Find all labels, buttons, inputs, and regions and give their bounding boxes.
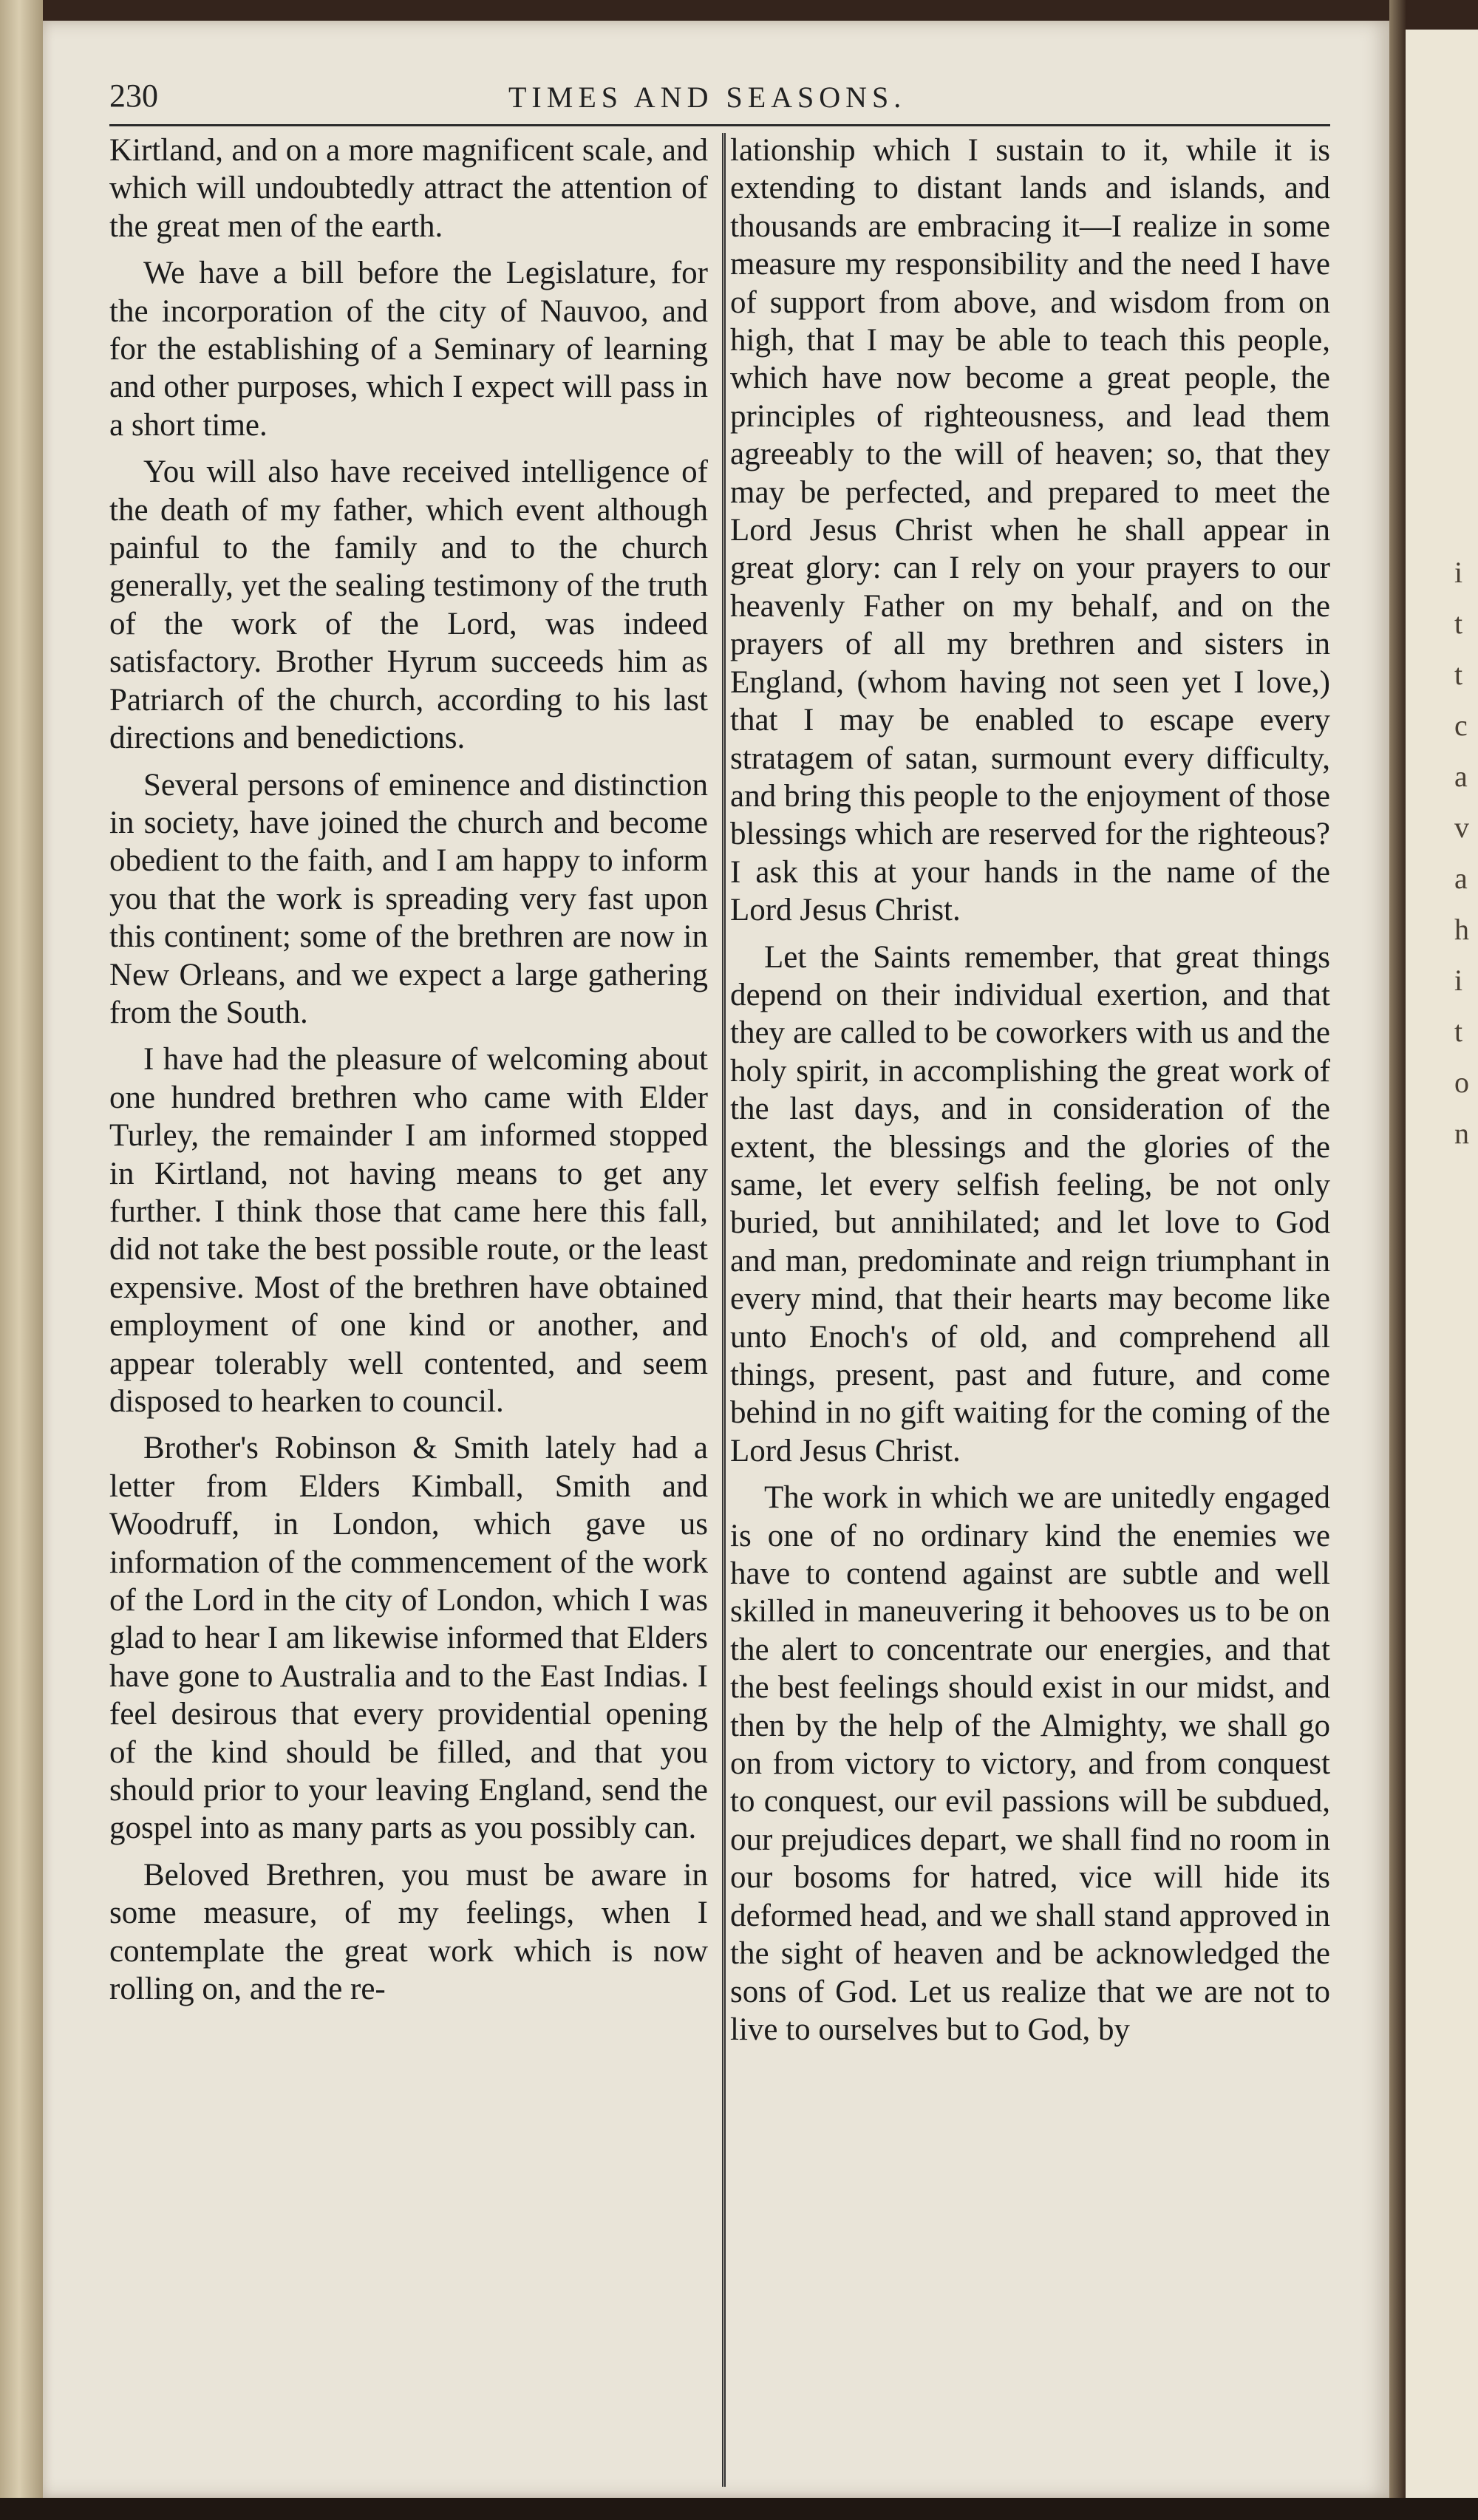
article-paragraph: lationship which I sustain to it, while it is extending to distant lands and islands, and thousands are embracing it—I realize in some measure my responsibility and the need I have of support from above, and wisdom from on high, that I may be able to teach this people, which have now become a great people, the principles of righteousness, and lead them agreeably to the will of heaven; so, that they may be perfected, and prepared to meet the Lord Jesus Christ when he shall appear in great glory: can I rely on your prayers to our heavenly Father on my behalf, and on the prayers of all my brethren and sisters in England, (whom having not seen yet I love,) that I may be enabled to escape every stratagem of satan, surmount every difficulty, and bring this people to the enjoyment of those blessings which are reserved for the righteous? I ask this at your hands in the name of the Lord Jesus Christ. bbox=[730, 133, 1330, 928]
adjacent-page-letter: a bbox=[1454, 862, 1468, 895]
header-rule bbox=[109, 124, 1330, 126]
article-paragraph: You will also have received intelligence of the death of my father, which event although painful to the family and to the church generally, yet the sealing testimony of the truth of the work of the Lord, was indeed satisfactory. Brother Hyrum succeeds him as Patriarch of the church, according to his last directions and benedictions. bbox=[109, 454, 708, 756]
adjacent-page-letter: t bbox=[1454, 658, 1463, 691]
article-paragraph: Beloved Brethren, you must be aware in some measure, of my feelings, when I contemplate the great work which is now rolling on, and the re- bbox=[109, 1857, 708, 2007]
adjacent-page-fragment bbox=[1454, 547, 1477, 1159]
adjacent-page-letter: n bbox=[1454, 1117, 1469, 1150]
adjacent-page-letter: h bbox=[1454, 913, 1469, 946]
article-paragraph: Kirtland, and on a more magnificent scale, and which will undoubtedly attract the attention of the great men of the earth. bbox=[109, 133, 708, 244]
adjacent-page-letter: t bbox=[1454, 607, 1463, 640]
adjacent-page-letter: o bbox=[1454, 1066, 1469, 1099]
article-paragraph: I have had the pleasure of welcoming about one hundred brethren who came with Elder Turley, the remainder I am informed stopped in Kirtland, not having means to get any further. I think those that came here this fall, did not take the best possible route, or the least expensive. Most of the brethren have obtained employment of one kind or another, and appear tolerably well contented, and seem disposed to hearken to council. bbox=[109, 1042, 708, 1419]
adjacent-page-letter: v bbox=[1454, 811, 1469, 844]
column-divider bbox=[722, 133, 726, 2487]
running-title: TIMES AND SEASONS. bbox=[508, 81, 907, 114]
adjacent-page-letter: i bbox=[1454, 964, 1463, 997]
article-paragraph: Brother's Robinson & Smith lately had a letter from Elders Kimball, Smith and Woodruff, in London, which gave us information of the commencement of the work of the Lord in the city of London, which I was glad to hear I am likewise informed that Elders have gone to Australia and to the East Indias. I feel desirous that every providential opening of the kind should be filled, and that you should prior to your leaving England, send the gospel into as many parts as you possibly can. bbox=[109, 1431, 708, 1846]
adjacent-page bbox=[1406, 30, 1478, 2498]
left-column bbox=[109, 132, 708, 2489]
article-paragraph: We have a bill before the Legislature, for the incorporation of the city of Nauvoo, and for the establishing of a Seminary of learning and other purposes, which I expect will pass in a short time. bbox=[109, 256, 708, 443]
adjacent-page-letter: i bbox=[1454, 556, 1463, 589]
page-number: 230 bbox=[109, 78, 158, 114]
right-column bbox=[730, 132, 1330, 2489]
adjacent-page-letter: c bbox=[1454, 709, 1468, 742]
book-edge-left bbox=[0, 0, 43, 2520]
scan-bottom-edge bbox=[0, 2498, 1478, 2520]
adjacent-page-letter: t bbox=[1454, 1015, 1463, 1048]
article-paragraph: Let the Saints remember, that great things depend on their individual exertion, and that they are called to be coworkers with us and the holy spirit, in accomplishing the great work of the last days, and in consideration of the extent, the blessings and the glories of the same, let every selfish feeling, be not only buried, but annihilated; and let love to God and man, predominate and reign triumphant in every mind, that their hearts may become like unto Enoch's of old, and comprehend all things, present, past and future, and come behind in no gift waiting for the coming of the Lord Jesus Christ. bbox=[730, 939, 1330, 1468]
book-gutter bbox=[1389, 0, 1406, 2520]
article-paragraph: The work in which we are unitedly engaged is one of no ordinary kind the enemies we have to contend against are subtle and well skilled in maneuvering it behooves us to be on the alert to concentrate our energies, and that the best feelings should exist in our midst, and then by the help of the Almighty, we shall go on from victory to victory, and from conquest to conquest, our evil passions will be subdued, our prejudices depart, we shall find no room in our bosoms for hatred, vice will hide its deformed head, and we shall stand approved in the sight of heaven and be acknowledged the sons of God. Let us realize that we are not to live to ourselves but to God, by bbox=[730, 1480, 1330, 2047]
adjacent-page-letter: a bbox=[1454, 760, 1468, 793]
article-paragraph: Several persons of eminence and distinction in society, have joined the church and become obedient to the faith, and I am happy to inform you that the work is spreading very fast upon this continent; some of the brethren are now in New Orleans, and we expect a large gathering from the South. bbox=[109, 767, 708, 1030]
